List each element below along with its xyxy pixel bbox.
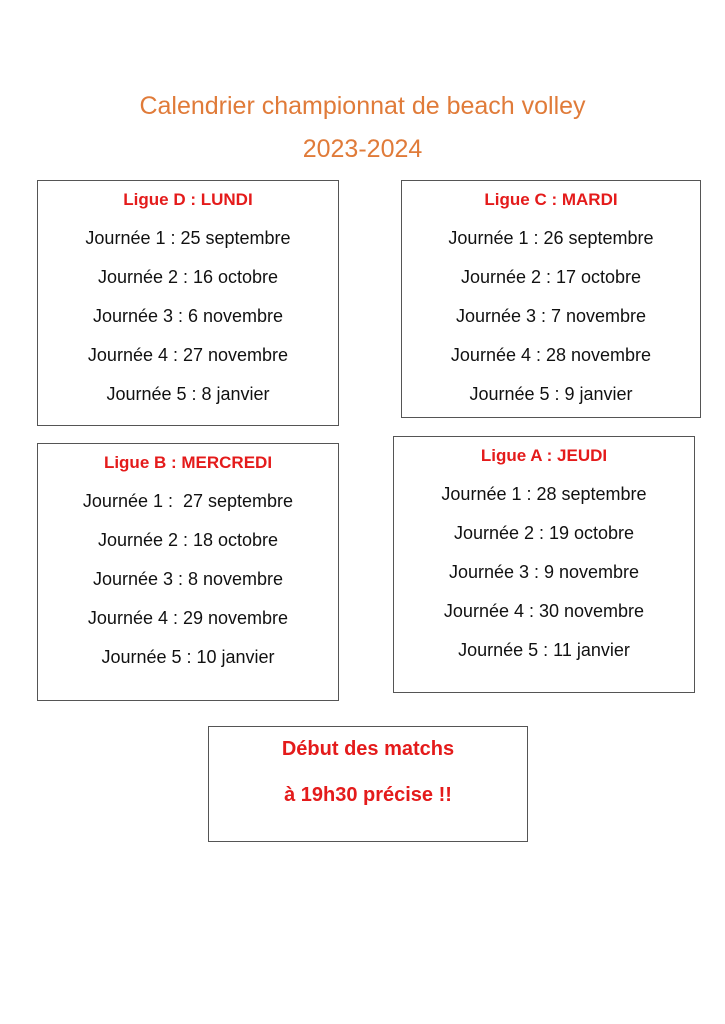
league-c-day-4: Journée 4 : 28 novembre bbox=[450, 345, 652, 365]
notice-line-1: Début des matchs bbox=[281, 738, 455, 760]
page-title: Calendrier championnat de beach volley bbox=[139, 92, 586, 120]
league-b-card bbox=[37, 443, 339, 701]
league-b-day-5: Journée 5 : 10 janvier bbox=[101, 647, 275, 667]
league-b-day-4: Journée 4 : 29 novembre bbox=[87, 608, 289, 628]
league-a-day-5: Journée 5 : 11 janvier bbox=[458, 640, 630, 660]
league-b-day-1: Journée 1 : 27 septembre bbox=[82, 491, 294, 511]
league-b-heading: Ligue B : MERCREDI bbox=[103, 453, 273, 472]
league-c-heading: Ligue C : MARDI bbox=[484, 190, 618, 209]
league-d-day-1: Journée 1 : 25 septembre bbox=[85, 228, 291, 248]
league-d-day-5: Journée 5 : 8 janvier bbox=[106, 384, 270, 404]
match-start-notice bbox=[208, 726, 528, 842]
league-c-day-1: Journée 1 : 26 septembre bbox=[448, 228, 654, 248]
league-b-day-2: Journée 2 : 18 octobre bbox=[97, 530, 279, 550]
notice-line-2: à 19h30 précise !! bbox=[284, 784, 452, 806]
league-a-card bbox=[393, 436, 695, 693]
league-a-heading: Ligue A : JEUDI bbox=[480, 446, 608, 465]
league-c-card bbox=[401, 180, 701, 418]
league-a-day-1: Journée 1 : 28 septembre bbox=[441, 484, 647, 504]
league-a-day-4: Journée 4 : 30 novembre bbox=[443, 601, 645, 621]
league-d-day-4: Journée 4 : 27 novembre bbox=[87, 345, 289, 365]
league-d-day-2: Journée 2 : 16 octobre bbox=[97, 267, 279, 287]
league-b-day-3: Journée 3 : 8 novembre bbox=[92, 569, 284, 589]
league-d-day-3: Journée 3 : 6 novembre bbox=[92, 306, 284, 326]
league-d-card bbox=[37, 180, 339, 426]
league-c-day-5: Journée 5 : 9 janvier bbox=[469, 384, 633, 404]
page-subtitle-season: 2023-2024 bbox=[302, 135, 423, 163]
league-a-day-2: Journée 2 : 19 octobre bbox=[453, 523, 635, 543]
league-d-heading: Ligue D : LUNDI bbox=[123, 190, 253, 209]
league-c-day-2: Journée 2 : 17 octobre bbox=[460, 267, 642, 287]
league-c-day-3: Journée 3 : 7 novembre bbox=[455, 306, 647, 326]
league-a-day-3: Journée 3 : 9 novembre bbox=[448, 562, 640, 582]
